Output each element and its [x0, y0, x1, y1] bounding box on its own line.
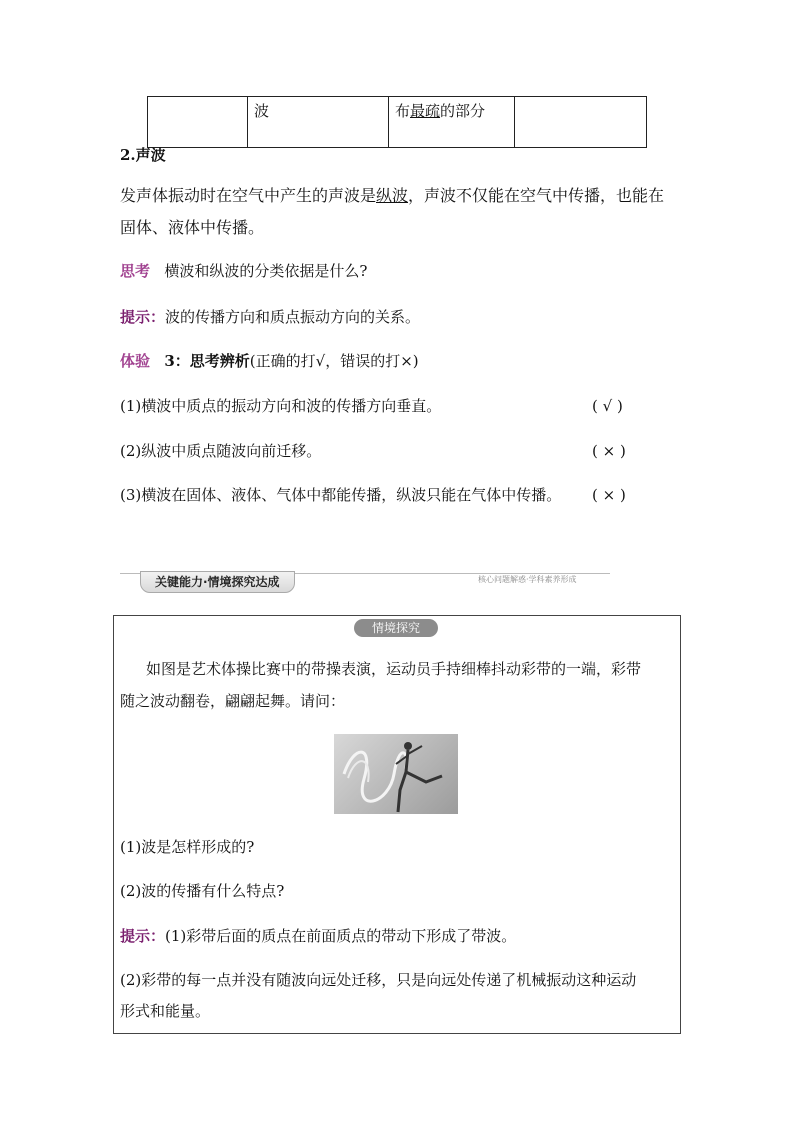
table-cell: 波 — [248, 97, 389, 148]
section-banner-subtitle: 核心问题解惑·学科素养形成 — [478, 575, 577, 584]
section-heading-sound: 2.声波 — [120, 146, 166, 164]
experience-title: 思考辨析 — [189, 352, 250, 370]
underlined-term: 纵波 — [376, 186, 409, 205]
think-line — [120, 260, 367, 282]
judgment-answer: ( × ) — [592, 486, 626, 504]
text: ，声波不仅能在空气中传播，也能在 — [408, 186, 665, 205]
section-banner-title: 关键能力·情境探究达成 — [140, 571, 295, 593]
scenario-paragraph-line2: 随之波动翻卷，翩翩起舞。请问： — [120, 692, 346, 710]
property-table-fragment — [147, 96, 647, 148]
ribbon-gymnast-photo — [334, 734, 458, 814]
think-label: 思考 — [120, 262, 151, 280]
cell-text-underlined: 最疏 — [410, 102, 441, 120]
experience-note: (正确的打√，错误的打×) — [249, 352, 419, 370]
table-cell — [389, 97, 515, 148]
table-row — [148, 97, 647, 148]
table-cell — [515, 97, 647, 148]
scenario-hint-line — [120, 925, 516, 947]
hint-answer-2-line1: (2)彩带的每一点并没有随波向远处迁移，只是向远处传递了机械振动这种运动 — [120, 971, 637, 989]
hint-text: 波的传播方向和质点振动方向的关系。 — [165, 308, 421, 326]
cell-text: 布 — [395, 102, 411, 120]
question-1: (1)波是怎样形成的? — [120, 838, 255, 856]
hint-label: 提示： — [120, 308, 166, 326]
sound-paragraph-line2: 固体、液体中传播。 — [120, 218, 265, 237]
experience-label: 体验 — [120, 352, 151, 370]
judgment-item: (1)横波中质点的振动方向和波的传播方向垂直。 — [120, 397, 442, 415]
hint-line — [120, 306, 420, 328]
text: 发声体振动时在空气中产生的声波是 — [120, 186, 377, 205]
scenario-paragraph-line1: 如图是艺术体操比赛中的带操表演，运动员手持细棒抖动彩带的一端，彩带 — [146, 660, 642, 678]
judgment-answer: ( √ ) — [592, 397, 623, 415]
judgment-answer: ( × ) — [592, 442, 626, 460]
scenario-label-pill: 情境探究 — [354, 619, 438, 637]
judgment-item: (2)纵波中质点随波向前迁移。 — [120, 442, 322, 460]
hint-answer-1: (1)彩带后面的质点在前面质点的带动下形成了带波。 — [165, 927, 517, 945]
hint-label: 提示： — [120, 927, 166, 945]
cell-text: 的部分 — [440, 102, 486, 120]
hint-answer-2-line2: 形式和能量。 — [120, 1002, 211, 1020]
sound-paragraph-line1 — [120, 185, 664, 207]
question-2: (2)波的传播有什么特点? — [120, 882, 285, 900]
think-text: 横波和纵波的分类依据是什么? — [164, 262, 368, 280]
experience-number: 3： — [164, 352, 190, 370]
judgment-item: (3)横波在固体、液体、气体中都能传播，纵波只能在气体中传播。 — [120, 486, 562, 504]
gymnast-illustration-icon — [334, 734, 458, 814]
experience-line — [120, 350, 419, 372]
table-cell — [148, 97, 248, 148]
